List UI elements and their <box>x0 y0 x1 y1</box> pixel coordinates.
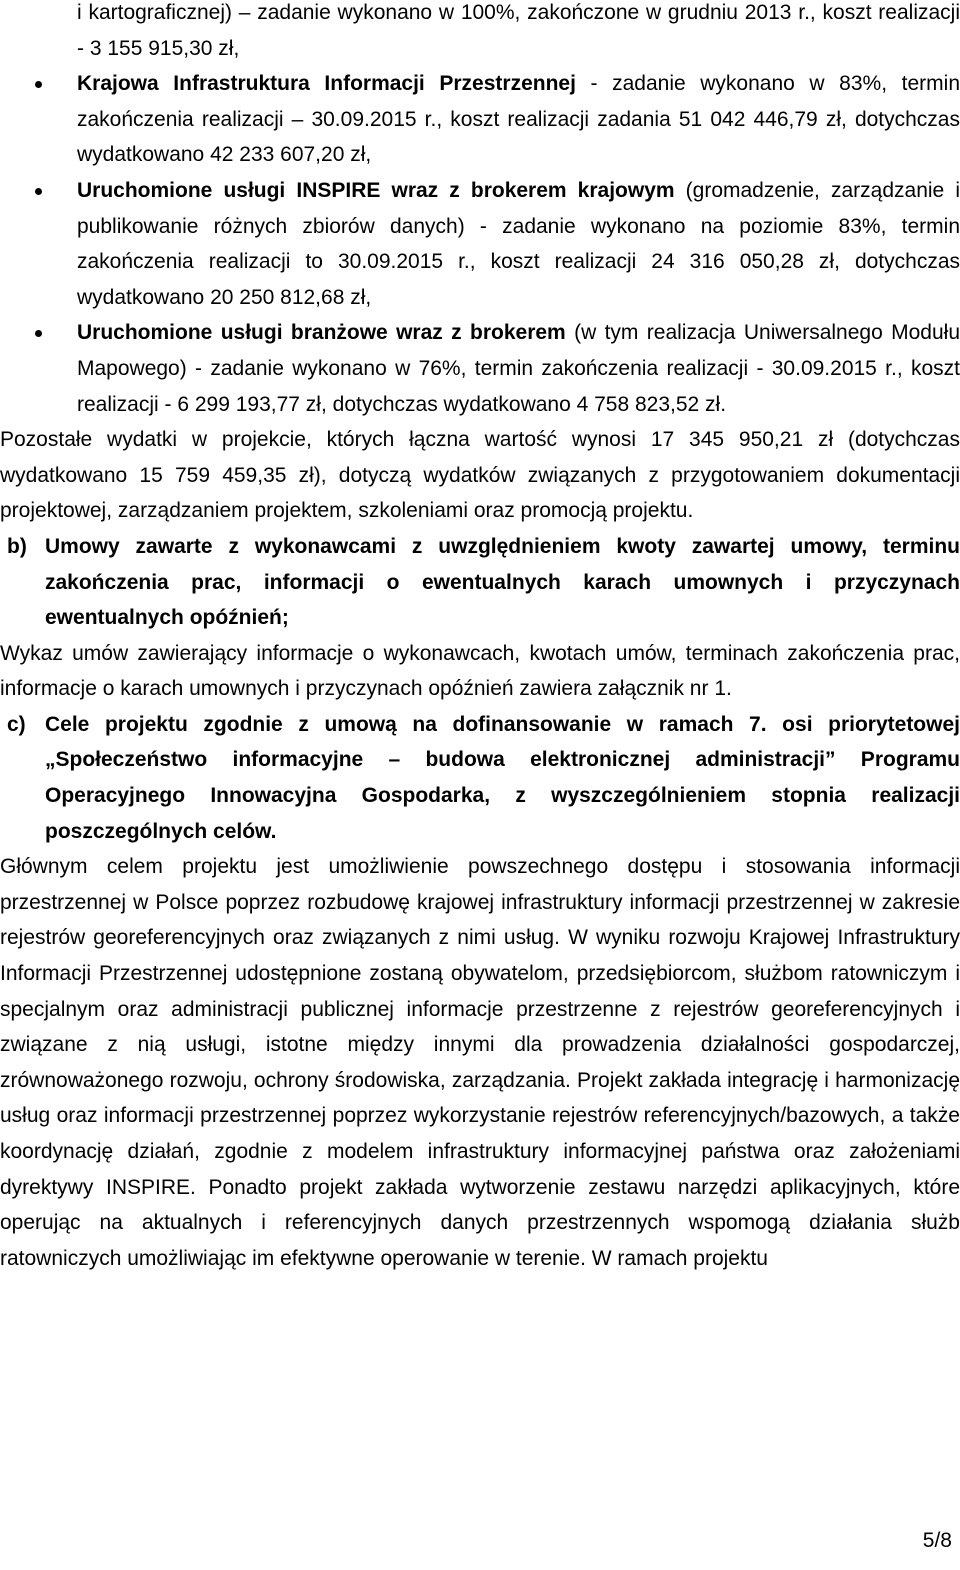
bullet-bold-label: Uruchomione usługi branżowe wraz z brokerem <box>77 321 566 345</box>
page-number: 5/8 <box>922 1529 952 1552</box>
bullet-text: (gromadzenie, zarządzanie i publikowanie różnych zbiorów danych) - zadanie wykonano na poziomie 83%, termin zakończenia realizacji to 30.09.2015 r., koszt realizacji 24 316 050,28 zł, dotychczas wydatkowano 20 250 812,68 zł, <box>77 178 960 309</box>
task-bullet-list <box>0 66 960 422</box>
bullet-bold-label: Uruchomione usługi INSPIRE wraz z brokerem krajowym <box>77 178 675 202</box>
paragraph-project-goals: Głównym celem projektu jest umożliwienie powszechnego dostępu i stosowania informacji przestrzennej w Polsce poprzez rozbudowę krajowej infrastruktury informacji przestrzennej w zakresie rejestrów georeferencyjnych oraz związanych z nimi usług. W wyniku rozwoju Krajowej Infrastruktury Informacji Przestrzennej udostępnione zostaną obywatelom, przedsiębiorcom, służbom ratowniczym i specjalnym oraz administracji publicznej informacje przestrzenne z rejestrów georeferencyjnych i związane z nią usługi, istotne między innymi dla prowadzenia działalności gospodarczej, zrównoważonego rozwoju, ochrony środowiska, zarządzania. Projekt zakłada integrację i harmonizację usług oraz informacji przestrzennej poprzez wykorzystanie rejestrów referencyjnych/bazowych, a także koordynację działań, zgodnie z modelem infrastruktury informacyjnej państwa oraz założeniami dyrektywy INSPIRE. Ponadto projekt zakłada wytworzenie zestawu narzędzi aplikacyjnych, które operując na aktualnych i referencyjnych danych przestrzennych wspomogą działania służb ratowniczych umożliwiając im efektywne operowanie w terenie. W ramach projektu <box>0 855 960 1270</box>
section-c-heading <box>0 707 960 849</box>
bullet-item-branzowe <box>0 315 960 422</box>
paragraph-remaining-expenses: Pozostałe wydatki w projekcie, których łączna wartość wynosi 17 345 950,21 zł (dotychczas wydatkowano 15 759 459,35 zł), dotyczą wydatków związanych z przygotowaniem dokumentacji projektowej, zarządzaniem projektem, szkoleniami oraz promocją projektu. <box>0 428 960 523</box>
section-c-title: Cele projektu zgodnie z umową na dofinansowanie w ramach 7. osi priorytetowej „Społeczeństwo informacyjne – budowa elektronicznej administracji” Programu Operacyjnego Innowacyjna Gospodarka, z wyszczególnieniem stopnia realizacji poszczególnych celów. <box>45 712 960 843</box>
bullet-icon <box>35 188 42 195</box>
bullet-item-inspire <box>0 173 960 315</box>
section-b-heading <box>0 529 960 636</box>
bullet-text: - zadanie wykonano w 83%, termin zakończenia realizacji – 30.09.2015 r., koszt realizacji zadania 51 042 446,79 zł, dotychczas wydatkowano 42 233 607,20 zł, <box>77 72 960 167</box>
section-c-letter: c) <box>7 712 26 736</box>
paragraph-contracts: Wykaz umów zawierający informacje o wykonawcach, kwotach umów, terminach zakończenia prac, informacje o karach umownych i przyczynach opóźnień zawiera załącznik nr 1. <box>0 641 960 701</box>
bullet-icon <box>35 81 42 88</box>
bullet-bold-label: Krajowa Infrastruktura Informacji Przestrzennej <box>77 72 576 96</box>
bullet-icon <box>35 330 42 337</box>
section-b-title: Umowy zawarte z wykonawcami z uwzględnieniem kwoty zawartej umowy, terminu zakończenia prac, informacji o ewentualnych karach umownych i przyczynach ewentualnych opóźnień; <box>45 534 960 630</box>
bullet-text: (w tym realizacja Uniwersalnego Modułu Mapowego) - zadanie wykonano w 76%, termin zakończenia realizacji - 30.09.2015 r., koszt realizacji - 6 299 193,77 zł, dotychczas wydatkowano 4 758 823,52 zł. <box>77 321 960 416</box>
top-continuation-text: i kartograficznej) – zadanie wykonano w 100%, zakończone w grudniu 2013 r., koszt realizacji - 3 155 915,30 zł, <box>77 1 960 60</box>
section-b-letter: b) <box>7 534 27 558</box>
bullet-item-kiip <box>0 66 960 173</box>
